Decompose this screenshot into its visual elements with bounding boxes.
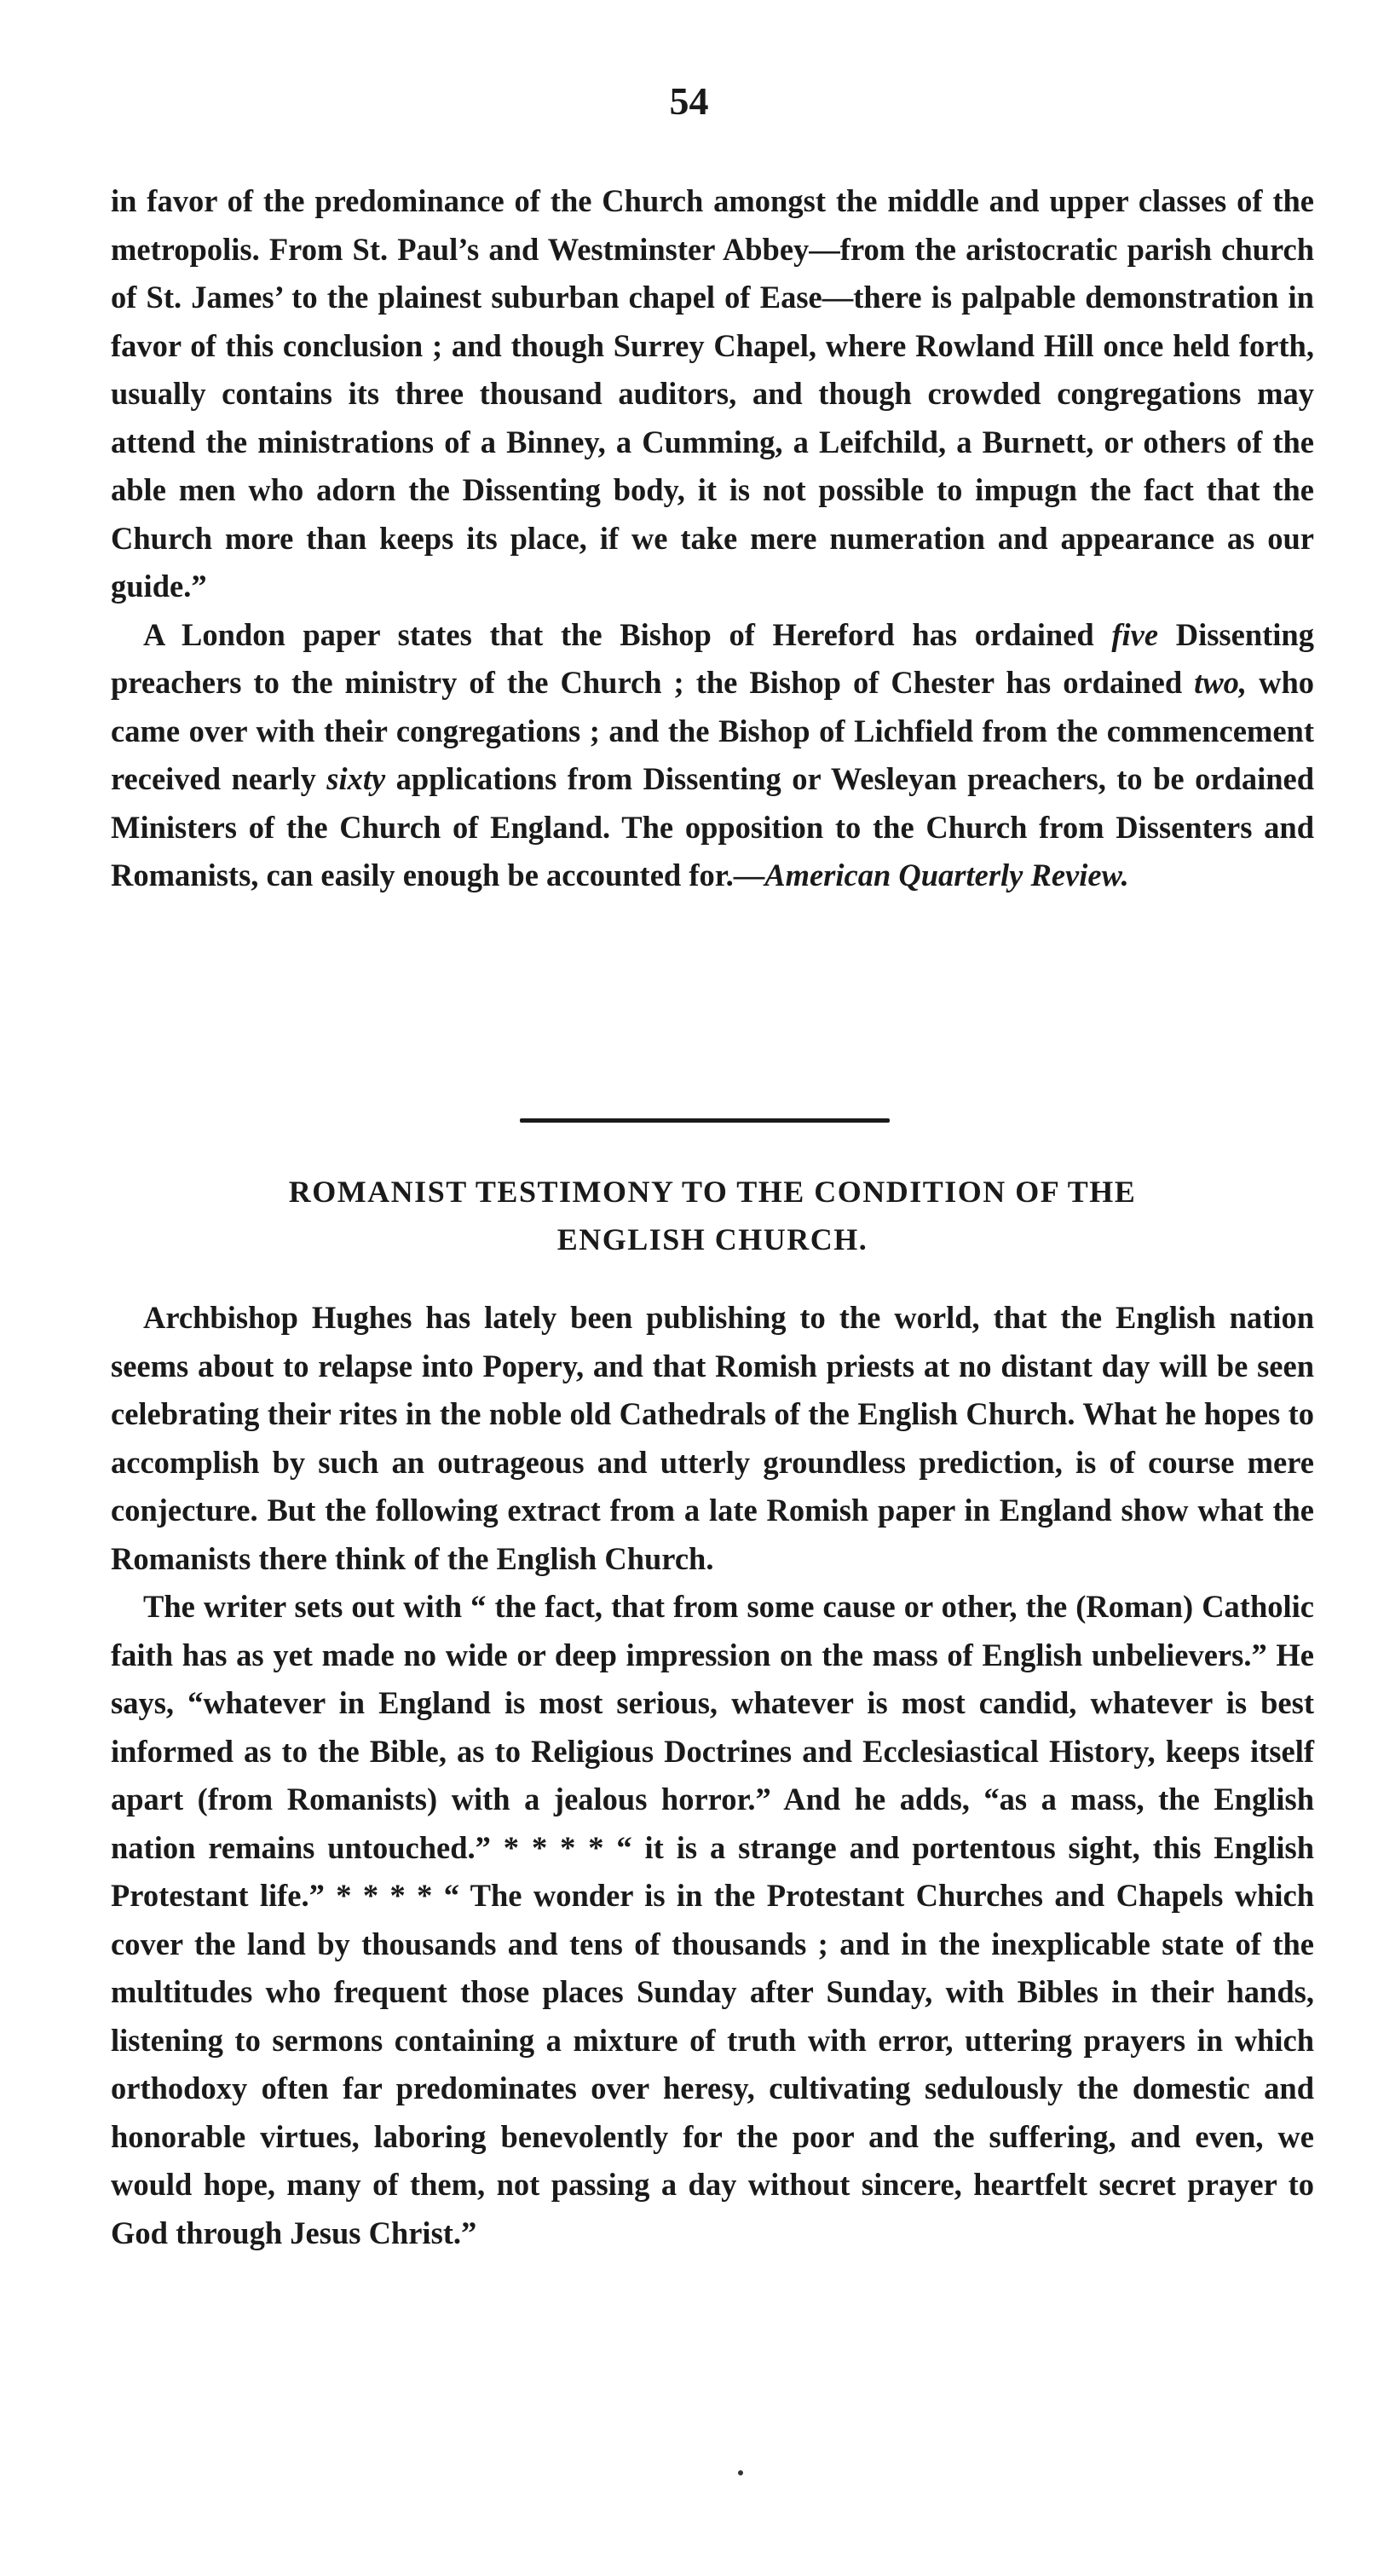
article-body: [111, 1294, 1314, 2257]
print-speck: [738, 2470, 743, 2475]
bishops-text-2: Dissenting preachers to the ministry of the Church ; the Bishop of Chester has ordained: [111, 616, 1314, 700]
article-title-line-2: ENGLISH CHURCH.: [556, 1222, 868, 1256]
bishops-text-4: applications from Dissenting or Wesleyan preachers, to be ordained Ministers of the Church of England. The opposition to the Church from Dissenters and Romanists, can easily enough be accounted for.—: [111, 761, 1315, 892]
bishops-text-3: who came over with their congregations ; and the Bishop of Lichfield from the commencement received nearly: [111, 665, 1314, 796]
article-title: [111, 1168, 1314, 1263]
source-citation: American Quarterly Review.: [764, 858, 1129, 892]
bishops-emphasis-two: two,: [1194, 665, 1248, 700]
continued-paragraph: in favor of the predominance of the Church amongst the middle and upper classes of the metropolis. From St. Paul’s and Westminster Abbey—from the aristocratic parish church of St. James’ to the plainest suburban chapel of Ease—there is palpable demonstration in favor of this conclusion ; and though Surrey Chapel, where Rowland Hill once held forth, usually contains its three thousand auditors, and though crowded congregations may attend the ministrations of a Binney, a Cumming, a Leifchild, a Burnett, or others of the able men who adorn the Dissenting body, it is not possible to impugn the fact that the Church more than keeps its place, if we take mere numeration and appearance as our guide.”: [111, 183, 1314, 604]
section-divider: [520, 1118, 890, 1123]
bishops-emphasis-five: five: [1111, 616, 1159, 652]
article-paragraph-2: The writer sets out with “ the fact, that from some cause or other, the (Roman) Catholic faith has as yet made no wide or deep impression on the mass of English unbelievers.” He says, “whatever in England is most serious, whatever is most candid, whatever is best informed as to the Bible, as to Religious Doctrines and Ecclesiastical History, keeps itself apart (from Romanists) with a jealous horror.” And he adds, “as a mass, the English nation remains untouched.” * * * * “ it is a strange and portentous sight, this English Protestant life.” * * * * “ The wonder is in the Protestant Churches and Chapels which cover the land by thousands and tens of thousands ; and in the inexplicable state of the multitudes who frequent those places Sunday after Sunday, with Bibles in their hands, listening to sermons containing a mixture of truth with error, uttering prayers in which orthodoxy often far predominates over heresy, cultivating sedulously the domestic and honorable virtues, laboring benevolently for the poor and the suffering, and even, we would hope, many of them, not passing a day without sincere, heartfelt secret prayer to God through Jesus Christ.”: [111, 1589, 1314, 2250]
bishops-emphasis-sixty: sixty: [326, 761, 386, 796]
continued-text: [111, 177, 1314, 900]
bishops-text-1: A London paper states that the Bishop of Hereford has ordained: [143, 616, 1112, 652]
page-number: 54: [669, 79, 709, 123]
article-paragraph-1: Archbishop Hughes has lately been publishing to the world, that the English nation seems about to relapse into Popery, and that Romish priests at no distant day will be seen celebrating their rites in the noble old Cathedrals of the English Church. What he hopes to accomplish by such an outrageous and utterly groundless prediction, is of course mere conjecture. But the following extract from a late Romish paper in England show what the Romanists there think of the English Church.: [111, 1300, 1314, 1576]
bishops-paragraph: [111, 611, 1314, 900]
article-title-line-1: ROMANIST TESTIMONY TO THE CONDITION OF THE: [288, 1175, 1137, 1209]
